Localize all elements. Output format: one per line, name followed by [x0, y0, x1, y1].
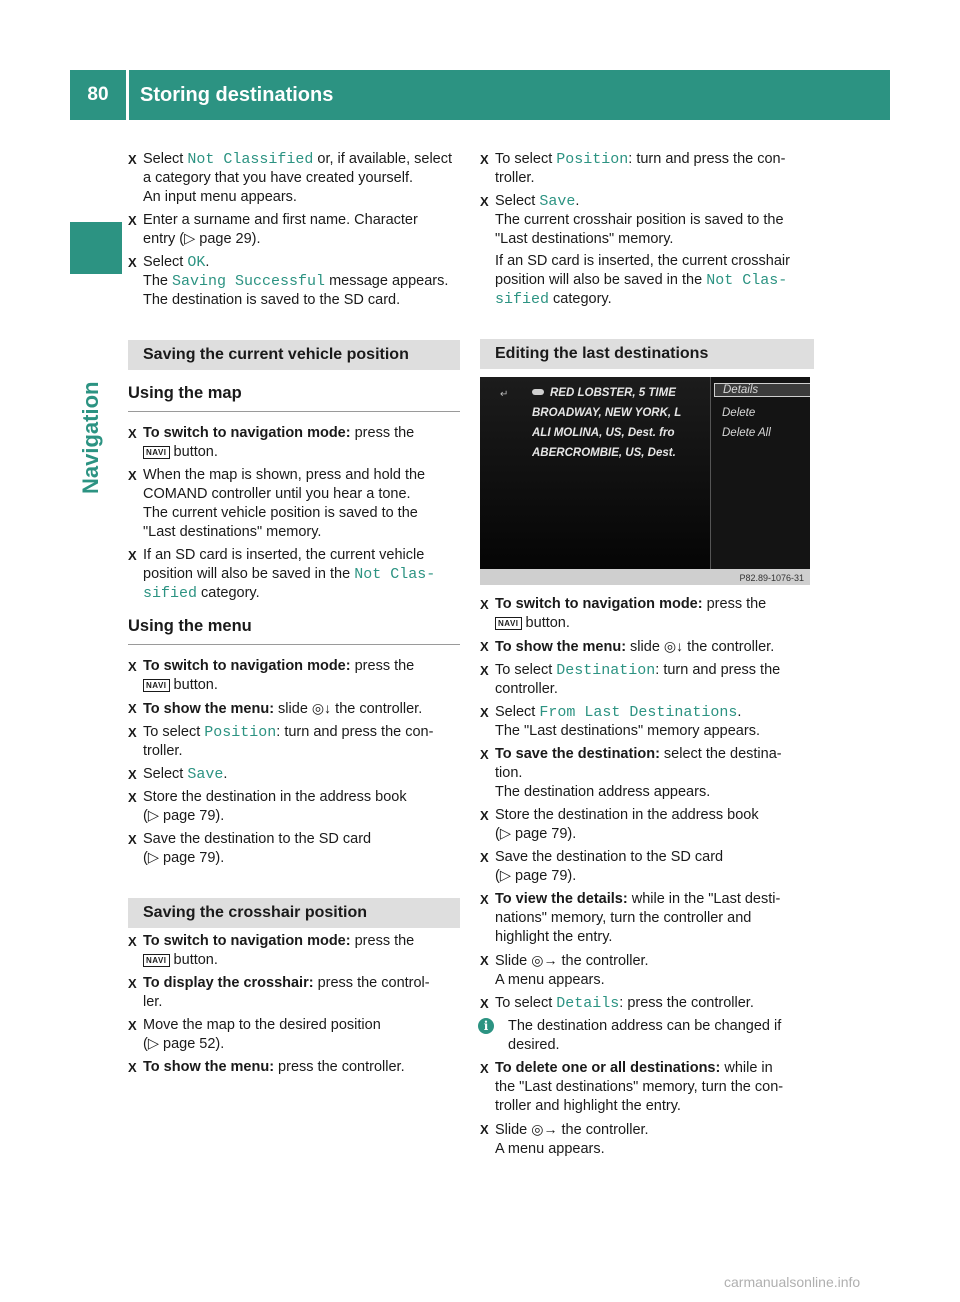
sub-heading: Using the map: [128, 384, 460, 412]
step-line: COMAND controller until you hear a tone.: [143, 486, 411, 502]
step-line: highlight the entry.: [495, 929, 613, 945]
text-run: the controller.: [331, 701, 423, 717]
display-term: Not Clas‐: [706, 272, 788, 289]
step-line: [495, 890, 814, 909]
step-arrow-icon: X: [128, 152, 137, 167]
navi-key-icon: NAVI: [143, 679, 170, 692]
step-arrow-icon: X: [128, 832, 137, 847]
step-line: [495, 745, 814, 764]
step-line: entry (▷ page 29).: [143, 231, 261, 247]
navi-key-icon: NAVI: [143, 954, 170, 967]
text-run: press the: [350, 658, 415, 674]
text-run: To select: [495, 995, 557, 1011]
step-line: Save the destination to the SD card: [143, 831, 372, 847]
bold-run: To delete one or all destinations:: [495, 1060, 721, 1076]
text-run: press the: [350, 933, 415, 949]
bold-run: To switch to navigation mode:: [143, 658, 351, 674]
section-tab-marker: [70, 222, 122, 274]
display-term: Save: [187, 766, 224, 783]
step-line: An input menu appears.: [143, 189, 297, 205]
step-line: [143, 932, 460, 951]
step-line: [495, 637, 814, 657]
text-run: message appears.: [325, 273, 449, 289]
text-run: To select: [143, 724, 205, 740]
step-line: [143, 443, 460, 462]
display-term: Destination: [556, 662, 656, 679]
step-line: [143, 253, 460, 272]
section-heading: Saving the current vehicle position: [128, 340, 460, 370]
bold-run: To show the menu:: [143, 701, 275, 717]
step-note: [143, 546, 460, 603]
display-term: sified: [495, 291, 550, 308]
step-line: [495, 1059, 814, 1078]
step-line: The destination address can be changed if: [508, 1018, 782, 1034]
step-arrow-icon: X: [128, 468, 137, 483]
bold-run: To display the crosshair:: [143, 975, 314, 991]
header-divider: [126, 70, 129, 120]
destination-list-panel: [480, 377, 710, 569]
controller-icon: ◎↓: [663, 638, 684, 654]
text-run: .: [737, 704, 742, 720]
step-line: A menu appears.: [495, 1141, 605, 1157]
text-run: select the destina-: [659, 746, 782, 762]
step-arrow-icon: X: [480, 953, 489, 968]
step-item: [128, 150, 460, 207]
step-item: [128, 788, 460, 826]
step-line: [143, 676, 460, 695]
step-item: [480, 806, 814, 844]
step-line: [143, 150, 460, 169]
text-run: position will also be saved in the: [143, 566, 355, 582]
screen-destination-row: ABERCROMBIE, US, Dest.: [532, 447, 676, 459]
step-line: (▷ page 52).: [143, 1036, 225, 1052]
step-line: [495, 595, 814, 614]
step-line: [495, 994, 814, 1013]
screen-menu-item: Details: [714, 383, 810, 397]
step-line: [143, 974, 460, 993]
step-line: troller.: [495, 170, 535, 186]
screen-destination-row: ALI MOLINA, US, Dest. fro: [532, 427, 675, 439]
step-item: [480, 994, 814, 1013]
step-line: [143, 1058, 460, 1077]
step-arrow-icon: X: [480, 747, 489, 762]
step-line: Enter a surname and first name. Character: [143, 212, 418, 228]
text-run: while in: [720, 1060, 773, 1076]
step-item: [480, 661, 814, 699]
step-arrow-icon: X: [480, 808, 489, 823]
step-line: (▷ page 79).: [495, 826, 577, 842]
display-term: Position: [204, 724, 277, 741]
step-arrow-icon: X: [480, 152, 489, 167]
step-arrow-icon: X: [480, 194, 489, 209]
display-term: Details: [556, 995, 620, 1012]
left-column: [128, 150, 460, 1081]
step-item: [128, 1016, 460, 1054]
step-arrow-icon: X: [480, 892, 489, 907]
controller-icon: ◎↓: [311, 700, 332, 716]
text-run: To select: [495, 151, 557, 167]
step-item: [128, 830, 460, 868]
step-line: "Last destinations" memory.: [495, 231, 674, 247]
step-line: [143, 272, 460, 291]
step-line: "Last destinations" memory.: [143, 524, 322, 540]
step-line: The "Last destinations" memory appears.: [495, 723, 760, 739]
step-line: (▷ page 79).: [143, 850, 225, 866]
step-line: the "Last destinations" memory, turn the con-: [495, 1079, 784, 1095]
step-item: [480, 192, 814, 309]
footer-watermark: carmanualsonline.info: [724, 1274, 861, 1290]
step-item: [128, 765, 460, 784]
step-arrow-icon: X: [480, 663, 489, 678]
info-note: [480, 1017, 814, 1055]
text-run: press the control-: [313, 975, 430, 991]
step-arrow-icon: X: [128, 725, 137, 740]
section-label: Navigation: [78, 381, 103, 494]
bold-run: To switch to navigation mode:: [143, 425, 351, 441]
text-run: button.: [169, 444, 218, 460]
step-line: troller.: [143, 743, 183, 759]
section-heading: Saving the crosshair position: [128, 898, 460, 928]
step-item: [480, 1120, 814, 1159]
text-run: : turn and press the con-: [276, 724, 434, 740]
step-item: [128, 211, 460, 249]
step-item: [480, 951, 814, 990]
right-column: [480, 150, 814, 1163]
step-line: The destination address appears.: [495, 784, 711, 800]
bold-run: To show the menu:: [495, 639, 627, 655]
step-item: [128, 932, 460, 970]
step-item: [128, 546, 460, 603]
step-arrow-icon: X: [480, 705, 489, 720]
step-arrow-icon: X: [128, 548, 137, 563]
step-line: [495, 614, 814, 633]
page-number: 80: [87, 84, 109, 105]
step-line: nations" memory, turn the controller and: [495, 910, 752, 926]
step-line: [143, 723, 460, 742]
step-line: Save the destination to the SD card: [495, 849, 724, 865]
step-arrow-icon: X: [480, 597, 489, 612]
text-run: : turn and press the: [655, 662, 781, 678]
step-line: (▷ page 79).: [495, 868, 577, 884]
text-run: Select: [495, 193, 540, 209]
step-line: [143, 765, 460, 784]
step-line: If an SD card is inserted, the current crosshair: [495, 253, 790, 269]
step-arrow-icon: X: [128, 659, 137, 674]
step-line: [495, 951, 814, 971]
back-icon: ↵: [500, 389, 509, 400]
step-arrow-icon: X: [128, 701, 137, 716]
step-line: [143, 657, 460, 676]
text-run: while in the "Last desti-: [627, 891, 781, 907]
step-item: [128, 466, 460, 542]
text-run: Slide: [495, 953, 532, 969]
step-line: When the map is shown, press and hold the: [143, 467, 426, 483]
display-term: Saving Successful: [172, 273, 326, 290]
navi-key-icon: NAVI: [495, 617, 522, 630]
step-line: If an SD card is inserted, the current vehicle: [143, 547, 425, 563]
step-line: [495, 271, 814, 290]
info-icon: i: [478, 1018, 494, 1034]
step-line: Store the destination in the address book: [143, 789, 407, 805]
step-line: The destination is saved to the SD card.: [143, 292, 401, 308]
step-arrow-icon: X: [128, 255, 137, 270]
step-arrow-icon: X: [128, 426, 137, 441]
step-arrow-icon: X: [480, 1061, 489, 1076]
step-arrow-icon: X: [128, 213, 137, 228]
text-run: the controller.: [683, 639, 775, 655]
bold-run: To view the details:: [495, 891, 628, 907]
bold-run: To switch to navigation mode:: [143, 933, 351, 949]
step-line: [495, 150, 814, 169]
step-line: [143, 951, 460, 970]
page-header: [70, 70, 890, 120]
text-run: button.: [169, 952, 218, 968]
step-line: [495, 703, 814, 722]
step-item: [480, 745, 814, 802]
text-run: Select: [143, 151, 188, 167]
step-item: [480, 150, 814, 188]
controller-icon: ◎→: [531, 1121, 558, 1137]
display-term: Not Classified: [187, 151, 314, 168]
step-line: [143, 699, 460, 719]
step-arrow-icon: X: [480, 996, 489, 1011]
screen-menu-item: Delete: [722, 407, 756, 419]
step-arrow-icon: X: [128, 934, 137, 949]
step-item: [480, 1059, 814, 1116]
section-heading: Editing the last destinations: [480, 339, 814, 369]
step-item: [128, 699, 460, 719]
step-line: [495, 192, 814, 211]
step-line: troller and highlight the entry.: [495, 1098, 681, 1114]
text-run: or, if available, select: [313, 151, 453, 167]
step-arrow-icon: X: [128, 1060, 137, 1075]
comand-display-screenshot: [480, 377, 810, 585]
step-arrow-icon: X: [480, 639, 489, 654]
navi-key-icon: NAVI: [143, 446, 170, 459]
step-item: [128, 723, 460, 761]
display-term: Position: [556, 151, 629, 168]
step-arrow-icon: X: [128, 976, 137, 991]
text-run: .: [575, 193, 580, 209]
vehicle-icon: [532, 389, 544, 395]
text-run: category.: [549, 291, 612, 307]
step-item: [480, 595, 814, 633]
option-menu-panel: [710, 377, 810, 569]
text-run: slide: [626, 639, 664, 655]
text-run: slide: [274, 701, 312, 717]
bold-run: To show the menu:: [143, 1059, 275, 1075]
step-item: [128, 657, 460, 695]
text-run: the controller.: [557, 1122, 649, 1138]
display-term: Save: [539, 193, 576, 210]
step-item: [128, 253, 460, 310]
bold-run: To switch to navigation mode:: [495, 596, 703, 612]
step-arrow-icon: X: [480, 850, 489, 865]
text-run: press the: [350, 425, 415, 441]
sub-heading: Using the menu: [128, 617, 460, 645]
text-run: button.: [521, 615, 570, 631]
step-note: [495, 252, 814, 309]
step-line: [143, 424, 460, 443]
display-term: Not Clas‐: [354, 566, 436, 583]
display-term: sified: [143, 585, 198, 602]
display-term: OK: [187, 254, 206, 271]
step-line: [143, 584, 460, 603]
text-run: .: [223, 766, 228, 782]
step-arrow-icon: X: [480, 1122, 489, 1137]
step-item: [480, 890, 814, 947]
text-run: .: [205, 254, 210, 270]
step-line: a category that you have created yourself.: [143, 170, 414, 186]
text-run: : turn and press the con-: [628, 151, 786, 167]
screen-destination-row: BROADWAY, NEW YORK, L: [532, 407, 682, 419]
text-run: Select: [495, 704, 540, 720]
step-line: [495, 290, 814, 309]
text-run: category.: [197, 585, 260, 601]
page-title: Storing destinations: [140, 84, 334, 106]
text-run: : press the controller.: [619, 995, 754, 1011]
step-line: controller.: [495, 681, 558, 697]
step-line: A menu appears.: [495, 972, 605, 988]
controller-icon: ◎→: [531, 952, 558, 968]
text-run: Slide: [495, 1122, 532, 1138]
step-line: [495, 1120, 814, 1140]
screen-destination-row: RED LOBSTER, 5 TIME: [550, 387, 676, 399]
text-run: the controller.: [557, 953, 649, 969]
step-item: [128, 424, 460, 462]
step-line: The current vehicle position is saved to the: [143, 505, 418, 521]
step-item: [480, 637, 814, 657]
step-arrow-icon: X: [128, 767, 137, 782]
step-arrow-icon: X: [128, 790, 137, 805]
text-run: The: [143, 273, 173, 289]
step-line: [495, 661, 814, 680]
bold-run: To save the destination:: [495, 746, 660, 762]
step-line: The current crosshair position is saved to the: [495, 212, 784, 228]
text-run: Select: [143, 254, 188, 270]
step-item: [128, 1058, 460, 1077]
step-line: ler.: [143, 994, 163, 1010]
step-line: (▷ page 79).: [143, 808, 225, 824]
screen-menu-item: Delete All: [722, 427, 771, 439]
text-run: Select: [143, 766, 188, 782]
step-line: [143, 565, 460, 584]
text-run: button.: [169, 677, 218, 693]
step-item: [128, 974, 460, 1012]
step-item: [480, 703, 814, 741]
step-line: Store the destination in the address book: [495, 807, 759, 823]
step-line: tion.: [495, 765, 523, 781]
step-item: [480, 848, 814, 886]
text-run: press the: [702, 596, 767, 612]
step-arrow-icon: X: [128, 1018, 137, 1033]
text-run: press the controller.: [274, 1059, 405, 1075]
text-run: position will also be saved in the: [495, 272, 707, 288]
display-term: From Last Destinations: [539, 704, 738, 721]
step-line: desired.: [508, 1037, 560, 1053]
text-run: To select: [495, 662, 557, 678]
step-line: Move the map to the desired position: [143, 1017, 381, 1033]
image-code: P82.89-1076-31: [739, 573, 804, 583]
